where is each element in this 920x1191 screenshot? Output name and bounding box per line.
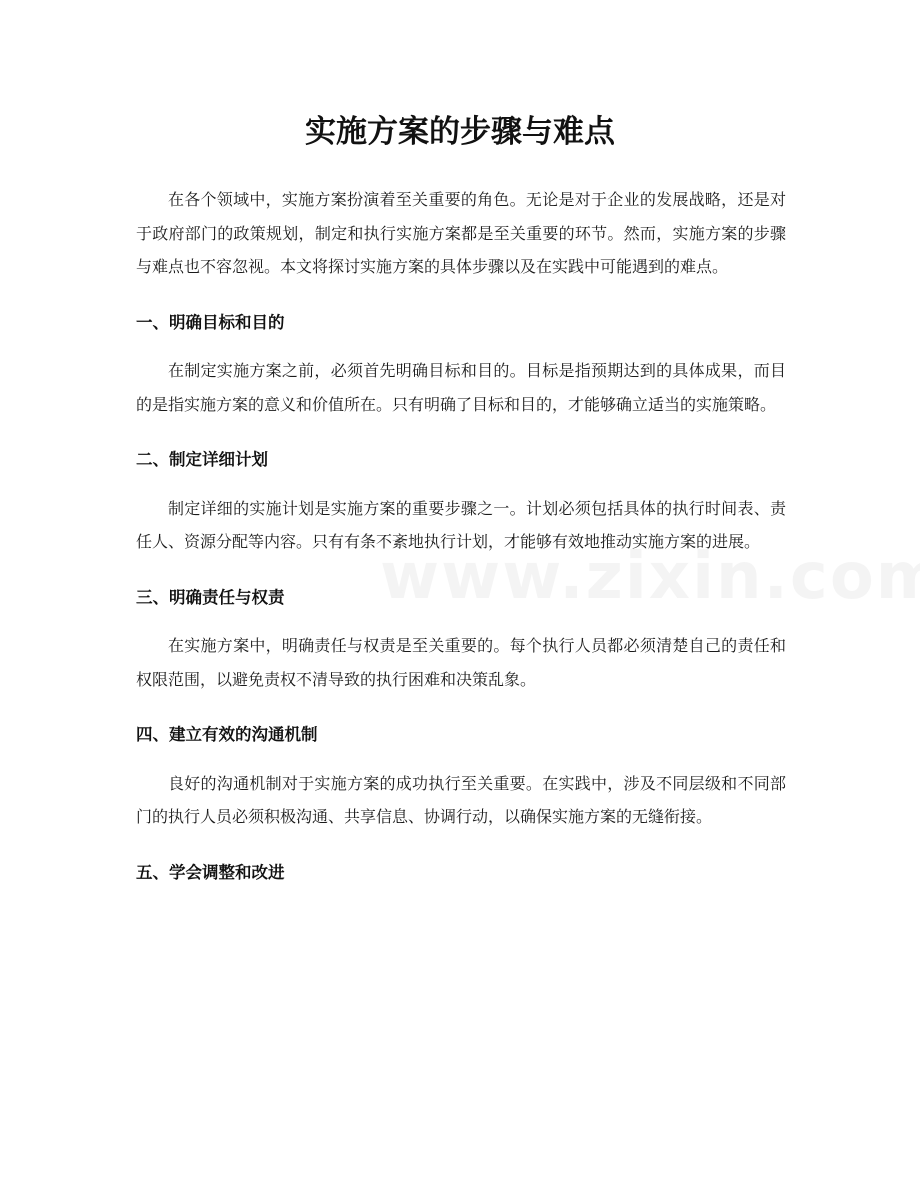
section-body-3: 在实施方案中，明确责任与权责是至关重要的。每个执行人员都必须清楚自己的责任和权限范围，以避免责权不清导致的执行困难和决策乱象。 (136, 636, 786, 689)
section-body-2: 制定详细的实施计划是实施方案的重要步骤之一。计划必须包括具体的执行时间表、责任人、资源分配等内容。只有有条不紊地执行计划，才能够有效地推动实施方案的进展。 (136, 498, 786, 551)
section-heading-2: 二、制定详细计划 (136, 450, 268, 469)
page-title: 实施方案的步骤与难点 (305, 114, 615, 150)
intro-paragraph: 在各个领域中，实施方案扮演着至关重要的角色。无论是对于企业的发展战略，还是对于政府部门的政策规划，制定和执行实施方案都是至关重要的环节。然而，实施方案的步骤与难点也不容忽视。本文将探讨实施方案的具体步骤以及在实践中可能遇到的难点。 (136, 190, 786, 276)
section-body-1: 在制定实施方案之前，必须首先明确目标和目的。目标是指预期达到的具体成果，而目的是指实施方案的意义和价值所在。只有明确了目标和目的，才能够确立适当的实施策略。 (136, 361, 786, 414)
section-heading-1: 一、明确目标和目的 (136, 312, 285, 332)
section-heading-4: 四、建立有效的沟通机制 (136, 725, 318, 744)
section-heading-5: 五、学会调整和改进 (136, 862, 285, 882)
document-body (136, 183, 786, 889)
section-heading-3: 三、明确责任与权责 (136, 587, 285, 607)
section-body-4: 良好的沟通机制对于实施方案的成功执行至关重要。在实践中，涉及不同层级和不同部门的执行人员必须积极沟通、共享信息、协调行动，以确保实施方案的无缝衔接。 (136, 773, 786, 826)
